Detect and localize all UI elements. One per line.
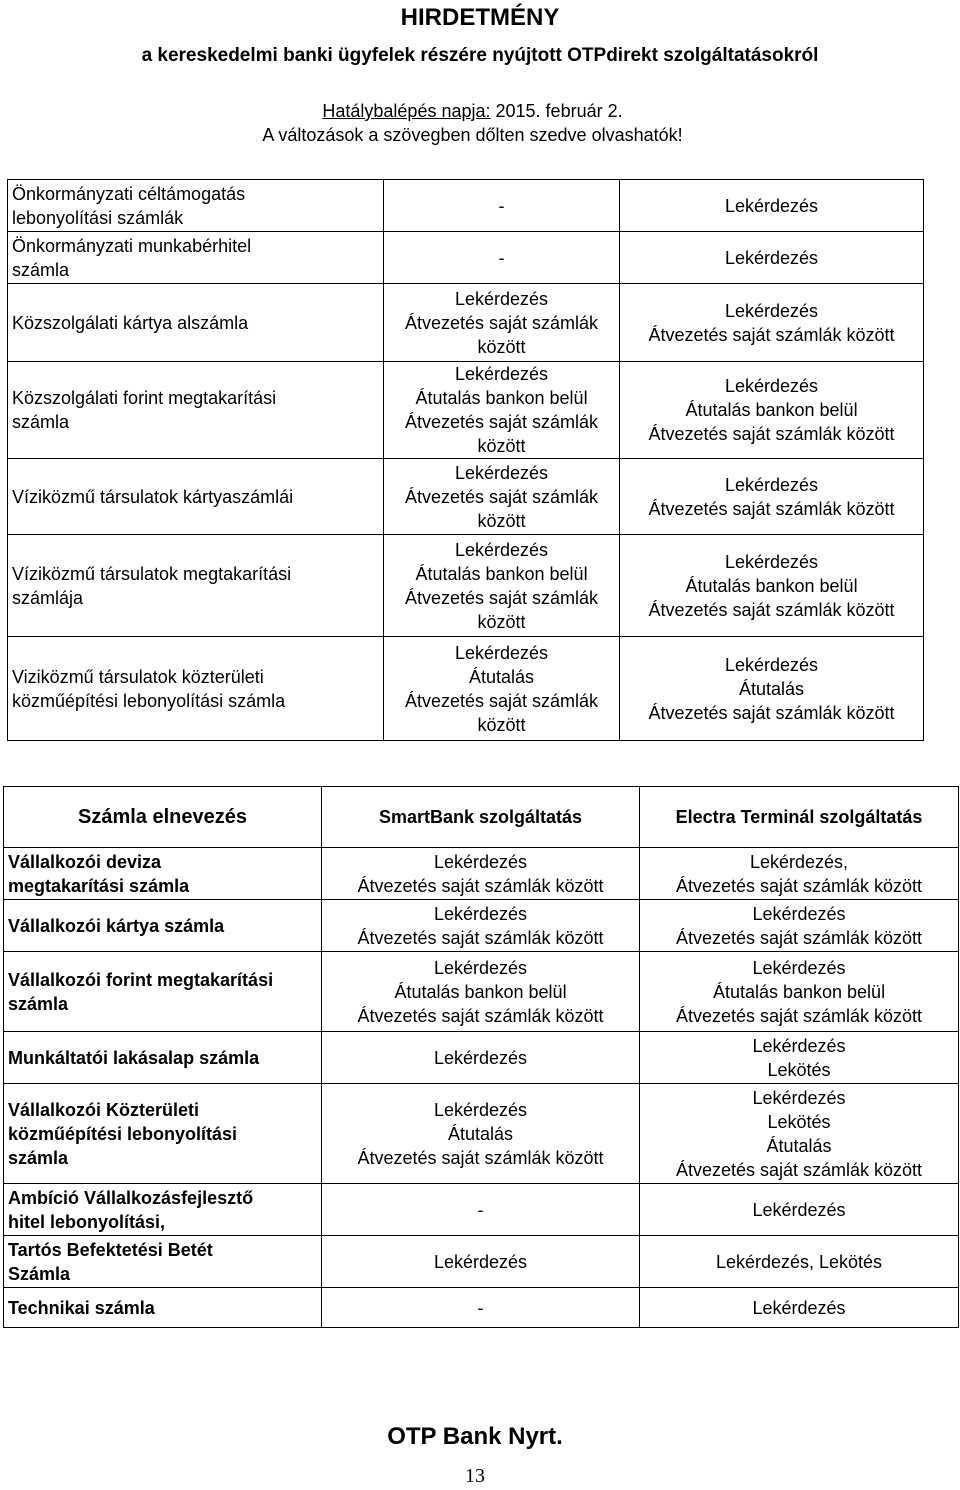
services-table-business [3,786,959,1328]
cell-line: - [477,1199,484,1220]
service-cell [640,952,959,1032]
service-cell [620,535,924,637]
cell-line: lebonyolítási számlák [12,207,184,228]
service-cell [640,1184,959,1236]
cell-line: Önkormányzati céltámogatás [12,183,246,204]
header-account-name: Számla elnevezés [4,787,322,848]
cell-line: között [477,510,526,531]
cell-line: Átvezetés saját számlák [404,690,599,711]
table-row [4,952,959,1032]
cell-line: Átutalás bankon belül [712,981,886,1002]
account-cell [4,900,322,952]
cell-line: Lekérdezés [752,903,846,924]
services-table-municipal [7,179,924,741]
cell-line: Ambíció Vállalkozásfejlesztő [8,1187,254,1208]
cell-line: Átvezetés saját számlák között [357,875,604,896]
cell-line: Viziközmű társulatok közterületi [12,666,264,687]
table-row [4,900,959,952]
service-cell [640,1288,959,1328]
cell-line: Lekérdezés [724,300,819,321]
cell-line: Lekérdezés [752,957,846,978]
cell-line: Vállalkozói forint megtakarítási [8,969,274,990]
changes-note: A változások a szövegben dőlten szedve olvashatók! [262,125,683,145]
cell-line: - [477,1297,484,1318]
footer-company: OTP Bank Nyrt. [387,1423,563,1450]
cell-line: Lekérdezés [752,1087,846,1108]
cell-line: Vállalkozói Közterületi [8,1099,200,1120]
table-row [8,232,924,284]
table-row [4,1288,959,1328]
service-cell [620,637,924,741]
page-subtitle: a kereskedelmi banki ügyfelek részére nyújtott OTPdirekt szolgáltatásokról [141,45,819,66]
service-cell [322,1184,640,1236]
cell-line: Átutalás bankon belül [415,388,588,408]
table-row [4,1084,959,1184]
cell-line: közműépítési lebonyolítási [8,1123,238,1144]
account-cell [8,535,384,637]
cell-line: megtakarítási számla [8,875,190,896]
services-table-municipal-body [8,180,924,741]
service-cell [620,362,924,459]
cell-line: Átutalás bankon belül [685,575,858,596]
service-cell [384,637,620,741]
service-cell [640,1236,959,1288]
account-cell [4,952,322,1032]
cell-line: Lekérdezés [752,1199,846,1220]
cell-line: Vállalkozói kártya számla [8,915,225,936]
account-cell [8,232,384,284]
cell-line: Átutalás bankon belül [685,400,858,420]
cell-line: Átvezetés saját számlák között [357,1005,604,1026]
cell-line: Lekérdezés [724,195,819,216]
cell-line: Tartós Befektetési Betét [8,1239,213,1260]
cell-line: Számla [8,1263,71,1284]
cell-line: Lekötés [767,1111,831,1132]
account-cell [4,1236,322,1288]
service-cell [620,459,924,535]
account-cell [4,1288,322,1328]
cell-line: Átvezetés saját számlák [404,412,599,432]
page-title: HIRDETMÉNY [400,4,560,31]
services-table-business-body [4,848,959,1328]
page-number: 13 [465,1465,485,1487]
service-cell [322,1032,640,1084]
cell-line: Átutalás bankon belül [415,563,588,584]
cell-line: Átutalás [447,1123,514,1144]
service-cell [620,232,924,284]
cell-line: Közszolgálati kártya alszámla [12,312,249,333]
table-row [8,459,924,535]
cell-line: Lekérdezés [433,851,528,872]
service-cell [322,1288,640,1328]
cell-line: számla [8,1147,69,1168]
header-smartbank: SmartBank szolgáltatás [322,787,640,848]
service-cell [640,1032,959,1084]
cell-line: Átvezetés saját számlák között [357,1147,604,1168]
cell-line: - [498,195,505,216]
effective-date-label: Hatálybalépés napja: [322,101,491,121]
table-row [8,180,924,232]
cell-line: Lekérdezés [454,288,549,309]
effective-date-line [0,101,945,122]
cell-line: Átvezetés saját számlák között [675,1159,923,1180]
table-row [4,1032,959,1084]
cell-line: Közszolgálati forint megtakarítási [12,388,277,408]
cell-line: számla [12,412,70,432]
cell-line: Átvezetés saját számlák között [648,424,895,444]
service-cell [322,900,640,952]
service-cell [322,952,640,1032]
account-cell [8,362,384,459]
cell-line: között [477,436,526,456]
cell-line: Átutalás bankon belül [394,981,567,1002]
cell-line: számlája [12,587,84,608]
table-row [4,1184,959,1236]
cell-line: Átutalás [766,1135,832,1156]
cell-line: Lekérdezés [724,247,819,268]
cell-line: Átvezetés saját számlák között [675,927,923,948]
table-row [4,848,959,900]
service-cell [640,848,959,900]
cell-line: Lekérdezés [454,539,549,560]
effective-date-value: 2015. február 2. [495,101,623,121]
cell-line: Lekérdezés [724,551,819,572]
cell-line: Víziközmű társulatok kártyaszámlái [12,486,294,507]
cell-line: Átvezetés saját számlák között [648,498,895,519]
cell-line: Lekérdezés [454,642,549,663]
cell-line: Víziközmű társulatok megtakarítási [12,563,292,584]
cell-line: Technikai számla [8,1297,155,1318]
cell-line: Átvezetés saját számlák között [357,927,604,948]
cell-line: Lekérdezés [724,474,819,495]
cell-line: Lekérdezés [433,957,528,978]
cell-line: Lekérdezés [433,1099,528,1120]
cell-line: Lekérdezés [752,1035,846,1056]
service-cell [384,362,620,459]
cell-line: Átvezetés saját számlák között [675,875,923,896]
cell-line: Lekérdezés, Lekötés [715,1251,883,1272]
service-cell [620,284,924,362]
cell-line: Lekérdezés [433,1047,528,1068]
table-header-row [4,787,959,848]
account-cell [8,284,384,362]
account-cell [8,180,384,232]
cell-line: Munkáltatói lakásalap számla [8,1047,260,1068]
account-cell [4,1032,322,1084]
cell-line: Lekérdezés [724,654,819,675]
service-cell [384,284,620,362]
cell-line: közműépítési lebonyolítási számla [12,690,286,711]
cell-line: hitel lebonyolítási, [8,1211,166,1232]
cell-line: Lekérdezés [724,376,819,396]
cell-line: Lekérdezés [454,364,549,384]
table-row [4,1236,959,1288]
account-cell [4,848,322,900]
account-cell [4,1184,322,1236]
table-row [8,362,924,459]
cell-line: Lekötés [767,1059,831,1080]
table-row [8,284,924,362]
cell-line: Átvezetés saját számlák között [648,599,895,620]
cell-line: Átvezetés saját számlák között [648,702,895,723]
account-cell [8,459,384,535]
service-cell [620,180,924,232]
service-cell [322,1236,640,1288]
cell-line: Átvezetés saját számlák [404,486,599,507]
cell-line: Átvezetés saját számlák [404,587,599,608]
table-row [8,535,924,637]
cell-line: Vállalkozói deviza [8,851,162,872]
cell-line: számla [12,259,70,280]
cell-line: Átvezetés saját számlák között [675,1005,923,1026]
cell-line: között [477,714,526,735]
service-cell [384,180,620,232]
cell-line: Átvezetés saját számlák [404,312,599,333]
account-cell [4,1084,322,1184]
service-cell [384,535,620,637]
cell-line: - [498,247,505,268]
cell-line: Lekérdezés [433,1251,528,1272]
cell-line: Lekérdezés [433,903,528,924]
cell-line: Lekérdezés [454,462,549,483]
cell-line: Átvezetés saját számlák között [648,324,895,345]
service-cell [640,900,959,952]
cell-line: között [477,336,526,357]
header-electra: Electra Terminál szolgáltatás [640,787,959,848]
cell-line: számla [8,993,69,1014]
account-cell [8,637,384,741]
cell-line: között [477,611,526,632]
service-cell [640,1084,959,1184]
cell-line: Lekérdezés [752,1297,846,1318]
service-cell [384,459,620,535]
cell-line: Átutalás [468,666,535,687]
cell-line: Lekérdezés, [749,851,849,872]
table-row [8,637,924,741]
service-cell [322,848,640,900]
service-cell [384,232,620,284]
cell-line: Önkormányzati munkabérhitel [12,235,252,256]
service-cell [322,1084,640,1184]
cell-line: Átutalás [738,678,805,699]
